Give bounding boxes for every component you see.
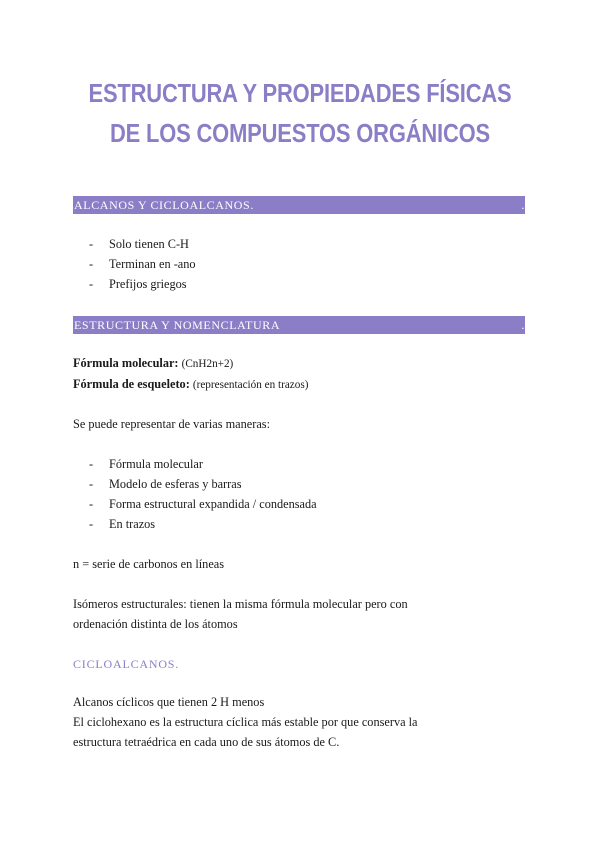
dash-bullet: - xyxy=(89,497,94,511)
page-title-line-1: ESTRUCTURA Y PROPIEDADES FÍSICAS xyxy=(88,80,512,108)
list-item xyxy=(73,234,533,254)
isomeros-paragraph xyxy=(73,594,533,634)
isomeros-line-2: ordenación distinta de los átomos xyxy=(73,617,238,631)
representation-bullet-list xyxy=(73,454,533,534)
list-item xyxy=(73,254,533,274)
cicloalcanos-line-3: estructura tetraédrica en cada uno de sus átomos de C. xyxy=(73,735,340,749)
dash-bullet: - xyxy=(89,457,94,471)
section-heading-alcanos xyxy=(73,196,525,214)
list-item-text: Terminan en -ano xyxy=(109,257,196,271)
list-item xyxy=(73,474,533,494)
section-heading-label: ESTRUCTURA Y NOMENCLATURA xyxy=(74,318,281,332)
list-item-text: En trazos xyxy=(109,517,156,531)
section-heading-estructura xyxy=(73,316,525,334)
isomeros-line-1: Isómeros estructurales: tienen la misma fórmula molecular pero con xyxy=(73,597,408,611)
dash-bullet: - xyxy=(89,477,94,491)
page-title-line-2: DE LOS COMPUESTOS ORGÁNICOS xyxy=(109,120,490,148)
list-item xyxy=(73,274,533,294)
n-note: n = serie de carbonos en líneas xyxy=(73,557,225,571)
list-item xyxy=(73,514,533,534)
cicloalcanos-line-2: El ciclohexano es la estructura cíclica más estable por que conserva la xyxy=(73,715,418,729)
formula-esqueleto-line xyxy=(73,374,533,395)
list-item-text: Forma estructural expandida / condensada xyxy=(109,497,317,511)
formula-molecular-value: (CnH2n+2) xyxy=(181,358,234,370)
dash-bullet: - xyxy=(89,517,94,531)
list-item-text: Prefijos griegos xyxy=(109,277,187,291)
subheading-cicloalcanos: CICLOALCANOS. xyxy=(73,657,180,671)
section-heading-label: ALCANOS Y CICLOALCANOS. xyxy=(74,198,254,212)
formula-molecular-line xyxy=(73,353,533,374)
list-item-text: Solo tienen C-H xyxy=(109,237,189,251)
dash-bullet: - xyxy=(89,277,94,291)
formula-esqueleto-value: (representación en trazos) xyxy=(192,379,309,391)
section-heading-trailing-mark: . xyxy=(521,318,525,332)
list-item xyxy=(73,454,533,474)
list-item xyxy=(73,494,533,514)
list-item-text: Modelo de esferas y barras xyxy=(109,477,242,491)
dash-bullet: - xyxy=(89,257,94,271)
page-title xyxy=(42,74,558,154)
formula-esqueleto-label: Fórmula de esqueleto: xyxy=(73,377,190,391)
alcanos-bullet-list xyxy=(73,234,533,294)
list-item-text: Fórmula molecular xyxy=(109,457,203,471)
formula-molecular-label: Fórmula molecular: xyxy=(73,356,179,370)
cicloalcanos-paragraph xyxy=(73,692,533,752)
cicloalcanos-line-1: Alcanos cíclicos que tienen 2 H menos xyxy=(73,695,265,709)
formula-definitions xyxy=(73,353,533,395)
section-heading-trailing-mark: . xyxy=(521,198,525,212)
representation-intro: Se puede representar de varias maneras: xyxy=(73,417,270,431)
dash-bullet: - xyxy=(89,237,94,251)
